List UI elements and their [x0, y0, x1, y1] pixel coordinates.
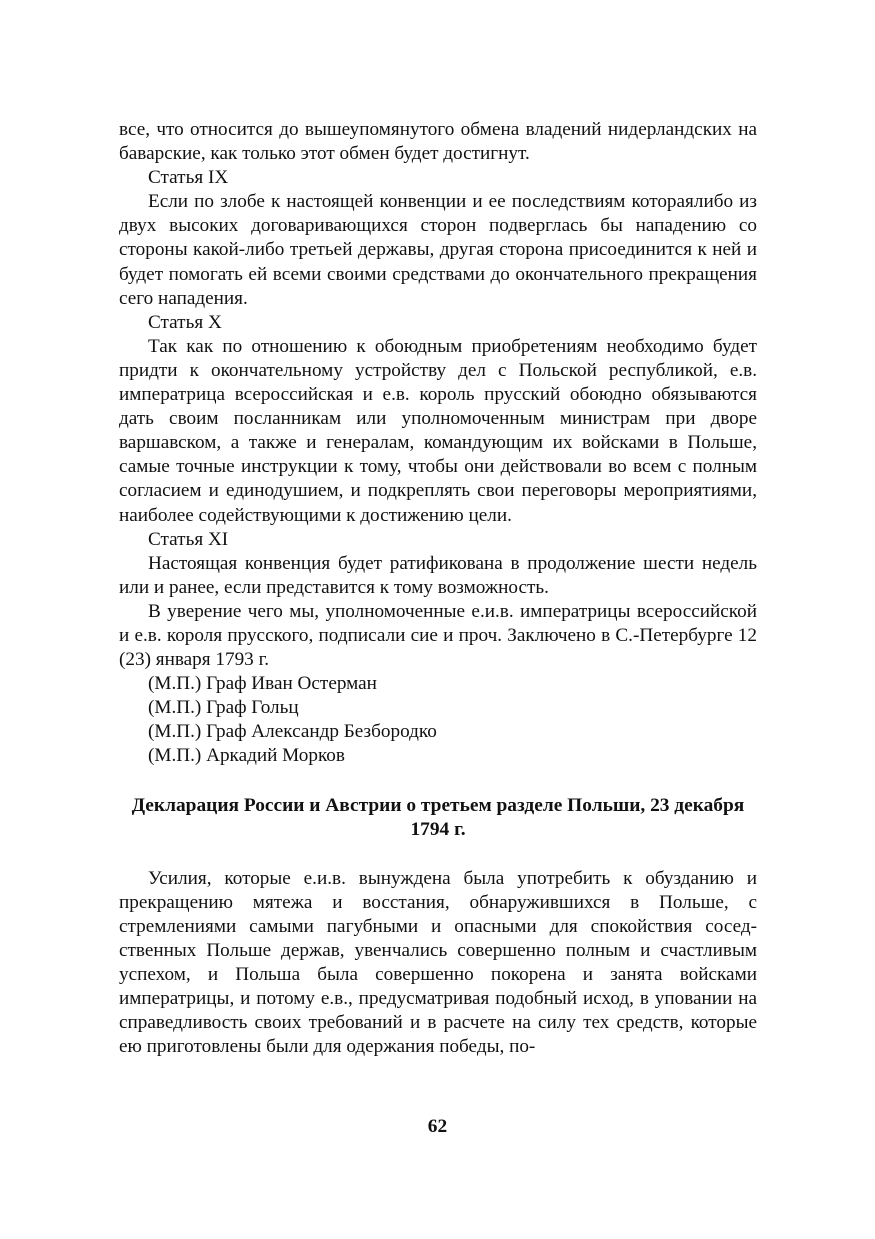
- paragraph-intro: все, что относится до вышеупомянутого обмена владений нидерландских на баварские, как только этот обмен будет достигнут.: [119, 119, 757, 165]
- signature-line: (М.П.) Аркадий Морков: [148, 745, 345, 767]
- declaration-heading: Декларация России и Австрии о третьем разделе Польши, 23 декабря 1794 г.: [131, 794, 745, 841]
- signature-line: (М.П.) Граф Гольц: [148, 697, 299, 719]
- article-9-title: Статья IX: [148, 167, 229, 189]
- article-10-text: Так как по отношению к обоюдным приобретениям необходимо будет придти к окончательному устройству дел с Польской республикой, е.в. императрица всероссийская и е.в. король прусский обоюдно обязываются дать своим посланникам или уполномоченным министрам при дворе варшавском, а также и генералам, командующим их войсками в Польше, самые точные инструкции к тому, чтобы они действовали во всем с полным согласием и единодушием, и подкреплять свои переговоры мероприятиями, наиболее содействующими к достижению цели.: [119, 335, 757, 526]
- signature-line: (М.П.) Граф Иван Остерман: [148, 673, 377, 695]
- page-number: 62: [427, 1116, 448, 1137]
- document-page: [119, 118, 757, 1059]
- article-11-title: Статья XI: [148, 528, 229, 550]
- signature-line: (М.П.) Граф Александр Безбородко: [148, 721, 437, 743]
- declaration-text: Усилия, которые е.и.в. вынуждена была употребить к обузданию и прекращению мятежа и восстания, обнаружившихся в Польше, с стремлениями самыми пагубными и опасными для спокойствия соседственных Польше держав, увенчались совершенно полным и счастливым успехом, и Польша была совершенно покорена и занята войсками императрицы, и потому е.в., предусматривая подобный исход, в уповании на справедливость своих требований и в расчете на силу тех средств, которые ею приготовлены были для одержания победы, по-: [119, 867, 757, 1058]
- article-10-title: Статья X: [148, 311, 222, 333]
- article-11-text: Настоящая конвенция будет ратификована в продолжение шести недель или и ранее, если представится к тому возможность.: [119, 552, 757, 598]
- closing-paragraph: В уверение чего мы, уполномоченные е.и.в. императрицы всероссийской и е.в. короля прусского, подписали сие и проч. Заключено в С.-Петербурге 12 (23) января 1793 г.: [119, 600, 757, 671]
- article-9-text: Если по злобе к настоящей конвенции и ее последствиям котораялибо из двух высоких договаривающихся сторон подверглась бы нападению со стороны какой-либо третьей державы, другая сторона присоединится к ней и будет помогать ей всеми своими средствами до окончательного прекращения сего нападения.: [119, 191, 757, 309]
